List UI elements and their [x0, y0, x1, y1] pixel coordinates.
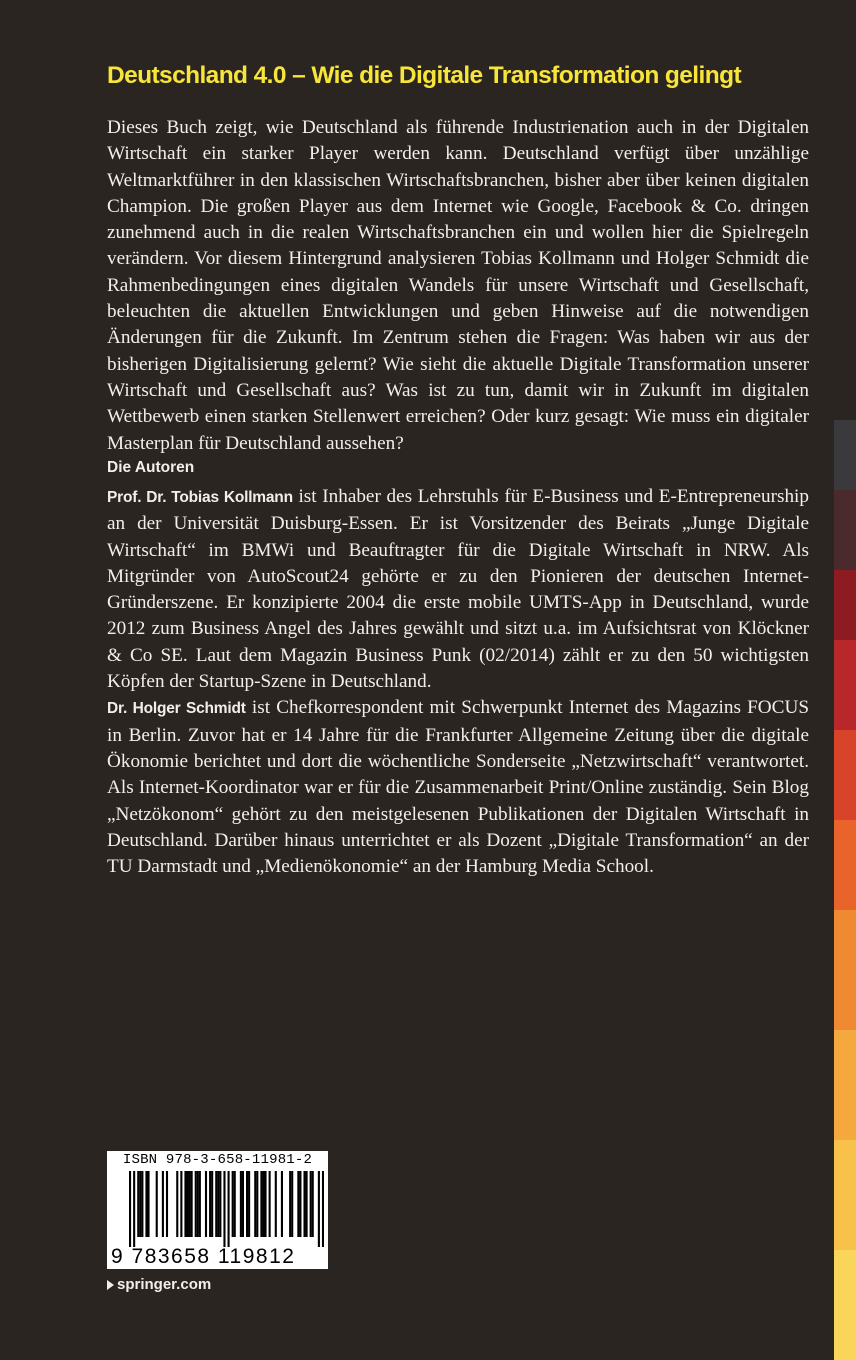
barcode-bar — [248, 1171, 250, 1237]
barcode-bar — [199, 1171, 201, 1237]
publisher-link[interactable] — [107, 1276, 211, 1293]
barcode-bar — [306, 1171, 308, 1237]
author-name-2: Dr. Holger Schmidt — [107, 700, 246, 718]
author-bio-text-2: ist Chefkorrespondent mit Schwerpunkt Internet des Magazins FOCUS in Berlin. Zuvor hat er 14 Jahre für die Frankfurter Allgemeine Zeitung über die digitale Ökonomie berichtet und dort die wöchentliche Sonderseite „Netzwirtschaft“ verantwortet. Als Internet-Koordinator war er für die Zusammenarbeit Print/Online zuständig. Sein Blog „Netzökonom“ gehört zu den meistgelesenen Publikationen der Digitalen Wirtschaft in Deutschland. Darüber hinaus unterrichtet er als Dozent „Digitale Transformation“ an der TU Darmstadt und „Medienökonomie“ an der Hamburg Media School. — [107, 697, 809, 878]
barcode-bar — [176, 1171, 178, 1237]
barcode-bar — [299, 1171, 301, 1237]
publisher-url: springer.com — [117, 1276, 212, 1293]
barcode-bar — [211, 1171, 213, 1237]
stripe-segment — [834, 420, 856, 490]
stripe-segment — [834, 1140, 856, 1250]
stripe-segment — [834, 640, 856, 730]
author-bios — [107, 484, 809, 880]
description-paragraph: Dieses Buch zeigt, wie Deutschland als führende Industrienation auch in der Digitalen Wirtschaft ein starker Player werden kann. Deutschland verfügt über unzählige Weltmarktführer in den klassischen Wirtschaftsbranchen, bisher aber über keinen digitalen Champion. Die großen Player aus dem Internet wie Google, Facebook & Co. dringen zunehmend auch in die realen Wirtschaftsbranchen ein und wollen hier die Spielregeln verändern. Vor diesem Hintergrund analysieren Tobias Kollmann und Holger Schmidt die Rahmenbedingungen eines digitalen Wandels für unsere Wirtschaft und Gesellschaft, beleuchten die aktuellen Entwicklungen und geben Hinweise auf die notwendigen Änderungen für die Zukunft. Im Zentrum stehen die Fragen: Was haben wir aus der bisherigen Digitalisierung gelernt? Wie sieht die aktuelle Digitale Transformation unserer Wirtschaft und Gesellschaft aus? Was ist zu tun, damit wir in Zukunft im digitalen Wettbewerb einen starken Stellenwert erreichen? Oder kurz gesagt: Wie muss ein digitaler Masterplan für Deutschland aussehen? — [107, 117, 809, 454]
stripe-segment — [834, 820, 856, 910]
barcode-bar — [139, 1171, 141, 1237]
barcode-bar — [303, 1171, 305, 1237]
barcode-bar — [156, 1171, 158, 1237]
stripe-segment — [834, 570, 856, 640]
barcode-bar — [240, 1171, 242, 1237]
barcode-bar — [275, 1171, 277, 1237]
barcode-bar — [189, 1171, 191, 1237]
barcode-bar — [291, 1171, 293, 1237]
barcode-bar — [219, 1171, 221, 1237]
barcode-bar — [310, 1171, 312, 1237]
barcode-bar — [133, 1171, 135, 1247]
stripe-segment — [834, 1250, 856, 1360]
author-bio-text-1: ist Inhaber des Lehrstuhls für E-Business und E-Entrepreneurship an der Universität Duisburg-Essen. Er ist Vorsitzender des Beirats „Junge Digitale Wirtschaft“ im BMWi und Beauftragter für die Digitale Wirtschaft in NRW. Als Mitgründer von AutoScout24 gehörte er zu den Pionieren der deutschen Internet-Gründerszene. Er konzipierte 2004 die erste mobile UMTS-App in Deutschland, wurde 2012 zum Business Angel des Jahres gewählt und sitzt u.a. im Aufsichtsrat von Klöckner & Co SE. Laut dem Magazin Business Punk (02/2014) zählt er zu den 50 wichtigsten Köpfen der Startup-Szene in Deutschland. — [107, 486, 809, 693]
barcode-bar — [322, 1171, 324, 1247]
barcode-bar — [217, 1171, 219, 1237]
barcode-bar — [269, 1171, 271, 1237]
barcode-bar — [297, 1171, 299, 1237]
barcode-bar — [184, 1171, 186, 1237]
book-title: Deutschland 4.0 – Wie die Digitale Transformation gelingt — [107, 62, 742, 89]
barcode-bar — [289, 1171, 291, 1237]
barcode-bar — [166, 1171, 168, 1237]
stripe-segment — [834, 490, 856, 570]
barcode-bar — [281, 1171, 283, 1237]
barcode-bar — [234, 1171, 236, 1237]
barcode-bar — [197, 1171, 199, 1237]
stripe-segment — [834, 0, 856, 420]
barcode-bar — [260, 1171, 262, 1237]
stripe-segment — [834, 1030, 856, 1140]
barcode-bar — [312, 1171, 314, 1237]
barcode-bar — [186, 1171, 188, 1237]
barcode-bar — [180, 1171, 182, 1237]
barcode-bar — [162, 1171, 164, 1237]
triangle-right-icon — [107, 1280, 114, 1290]
barcode-bar — [147, 1171, 149, 1237]
isbn-barcode — [107, 1151, 328, 1269]
author-bio-2 — [107, 695, 809, 880]
spine-color-stripe — [834, 0, 856, 1360]
barcode-bar — [145, 1171, 147, 1237]
barcode-bar — [318, 1171, 320, 1247]
barcode-bar — [232, 1171, 234, 1237]
barcode-bar — [223, 1171, 225, 1247]
barcode-bar — [215, 1171, 217, 1237]
stripe-segment — [834, 730, 856, 820]
barcode-bar — [242, 1171, 244, 1237]
barcode-bar — [264, 1171, 266, 1237]
barcode-bar — [141, 1171, 143, 1237]
stripe-segment — [834, 910, 856, 1030]
barcode-bar — [137, 1171, 139, 1237]
barcode-bars — [129, 1171, 324, 1247]
book-description — [107, 115, 809, 457]
barcode-bar — [254, 1171, 256, 1237]
author-bio-1 — [107, 484, 809, 695]
barcode-bar — [262, 1171, 264, 1237]
barcode-bar — [256, 1171, 258, 1237]
isbn-label: ISBN 978-3-658-11981-2 — [122, 1152, 313, 1168]
barcode-bar — [129, 1171, 131, 1247]
barcode-bar — [195, 1171, 197, 1237]
authors-heading: Die Autoren — [107, 459, 195, 476]
barcode-bar — [209, 1171, 211, 1237]
author-name-1: Prof. Dr. Tobias Kollmann — [107, 489, 293, 506]
barcode-bar — [246, 1171, 248, 1237]
barcode-bar — [191, 1171, 193, 1237]
barcode-digits: 9 783658 119812 — [111, 1245, 296, 1268]
barcode-bar — [205, 1171, 207, 1237]
barcode-bar — [228, 1171, 230, 1247]
